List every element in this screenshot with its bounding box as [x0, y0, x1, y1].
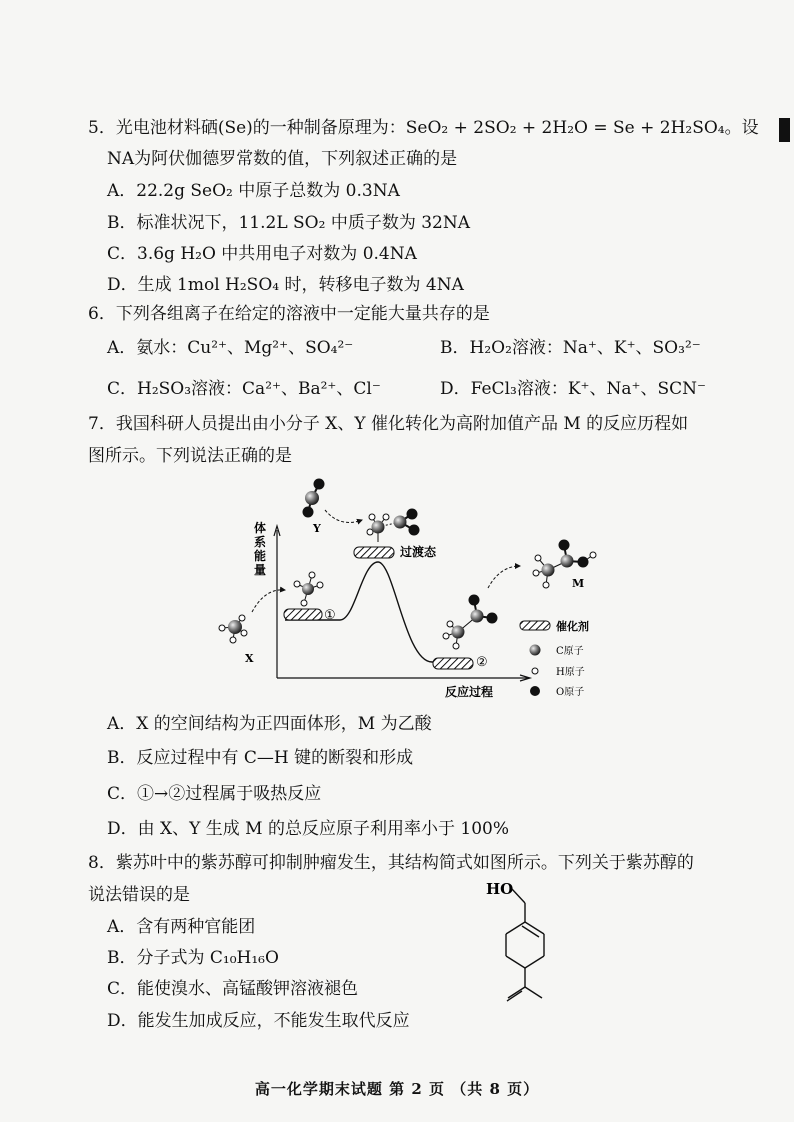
y-axis-label-1: 体 — [253, 521, 267, 535]
transition-complex — [367, 509, 420, 543]
catalyst-step2 — [433, 658, 473, 669]
catalyst-transition — [354, 547, 394, 558]
arrow-y — [325, 510, 362, 522]
q8-option-b: B．分子式为 C₁₀H₁₆O — [107, 948, 279, 968]
q8-option-a: A．含有两种官能团 — [107, 917, 256, 937]
legend-c-atom: C原子 — [556, 646, 584, 657]
q8-option-d: D．能发生加成反应，不能发生取代反应 — [107, 1011, 410, 1031]
q8-option-c: C．能使溴水、高锰酸钾溶液褪色 — [107, 979, 359, 999]
hydroxyl-label: HO — [486, 880, 514, 898]
step1-label: ① — [324, 608, 336, 623]
perillyl-alcohol-structure — [478, 874, 568, 1014]
molecule-y — [303, 479, 325, 518]
molecule-m-label: M — [572, 577, 585, 590]
catalyst-step1 — [284, 609, 322, 620]
legend-o-swatch — [530, 686, 540, 696]
q6-stem: 6．下列各组离子在给定的溶液中一定能大量共存的是 — [88, 304, 490, 324]
step2-label: ② — [476, 655, 488, 670]
legend-h-atom: H原子 — [556, 667, 585, 678]
q5-option-d: D．生成 1mol H₂SO₄ 时，转移电子数为 4NA — [107, 275, 464, 295]
legend-catalyst: 催化剂 — [556, 620, 589, 633]
legend-h-swatch — [532, 668, 538, 674]
adsorbed-x — [294, 572, 323, 606]
arrow-x — [252, 590, 285, 612]
q6-option-d: D．FeCl₃溶液：K⁺、Na⁺、SCN⁻ — [440, 379, 706, 399]
arrow-m — [488, 566, 520, 588]
molecule-y-label: Y — [313, 522, 321, 535]
x-axis-label: 反应过程 — [445, 685, 494, 699]
page-edge-marker — [779, 118, 790, 142]
q7-option-a: A．X 的空间结构为正四面体形，M 为乙酸 — [107, 714, 432, 734]
q7-option-c: C．①→②过程属于吸热反应 — [107, 784, 322, 804]
q7-option-b: B．反应过程中有 C—H 键的断裂和形成 — [107, 748, 414, 768]
y-axis-label-4: 量 — [253, 563, 267, 577]
q8-stem-line1: 8．紫苏叶中的紫苏醇可抑制肿瘤发生，其结构简式如图所示。下列关于紫苏醇的 — [88, 853, 694, 873]
q7-stem-line2: 图所示。下列说法正确的是 — [88, 446, 292, 466]
adsorbed-intermediate — [443, 595, 498, 650]
q5-option-b: B．标准状况下，11.2L SO₂ 中质子数为 32NA — [107, 213, 471, 233]
q7-stem-line1: 7．我国科研人员提出由小分子 X、Y 催化转化为高附加值产品 M 的反应历程如 — [88, 414, 689, 434]
q6-option-a: A．氨水：Cu²⁺、Mg²⁺、SO₄²⁻ — [107, 338, 354, 358]
transition-state-label: 过渡态 — [400, 545, 437, 559]
y-axis-label-3: 能 — [253, 549, 267, 563]
q6-option-c: C．H₂SO₃溶液：Ca²⁺、Ba²⁺、Cl⁻ — [107, 379, 381, 399]
molecule-x — [219, 615, 247, 643]
legend-catalyst-swatch — [520, 621, 550, 630]
q5-stem-line2: NA为阿伏伽德罗常数的值，下列叙述正确的是 — [107, 149, 458, 169]
diagram-legend — [520, 619, 589, 698]
q5-option-c: C．3.6g H₂O 中共用电子对数为 0.4NA — [107, 244, 417, 264]
molecule-m — [533, 540, 596, 589]
legend-o-atom: O原子 — [556, 687, 585, 698]
q8-stem-line2: 说法错误的是 — [88, 885, 190, 905]
page-footer: 高一化学期末试题 第 2 页 （共 8 页） — [254, 1080, 540, 1098]
q5-option-a: A．22.2g SeO₂ 中原子总数为 0.3NA — [107, 181, 400, 201]
q7-option-d: D．由 X、Y 生成 M 的总反应原子利用率小于 100% — [107, 819, 509, 839]
molecule-x-label: X — [245, 652, 254, 665]
q5-stem-line1: 5．光电池材料硒(Se)的一种制备原理为：SeO₂ + 2SO₂ + 2H₂O = Se + 2H₂SO₄。设 — [88, 118, 759, 138]
y-axis-label-2: 系 — [253, 535, 267, 549]
reaction-energy-diagram — [200, 470, 640, 710]
legend-c-swatch — [530, 645, 541, 656]
q6-option-b: B．H₂O₂溶液：Na⁺、K⁺、SO₃²⁻ — [440, 338, 701, 358]
